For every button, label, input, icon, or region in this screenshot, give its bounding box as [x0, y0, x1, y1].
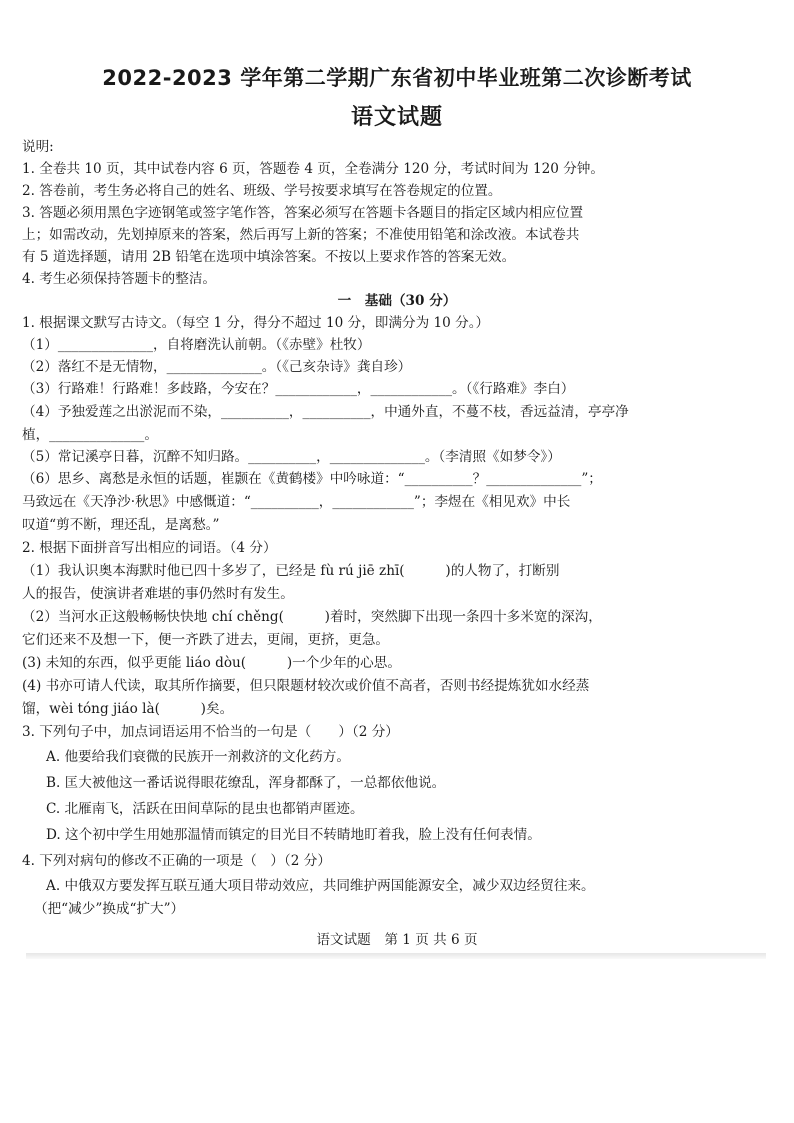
- q3-option-d: D. 这个初中学生用她那温情而镇定的目光目不转睛地盯着我，脸上没有任何表情。: [46, 827, 541, 843]
- exam-title: 2022-2023 学年第二学期广东省初中毕业班第二次诊断考试: [102, 66, 692, 90]
- q2-item-1b: 人的报告，使演讲者难堪的事仍然时有发生。: [22, 586, 294, 602]
- q1-stem: 1. 根据课文默写古诗文。（每空 1 分，得分不超过 10 分，即满分为 10 分。）: [22, 315, 490, 331]
- q1-item-2: （2）落红不是无情物，______________。（《己亥杂诗》龚自珍）: [22, 359, 412, 375]
- instruction-2: 2. 答卷前，考生务必将自己的姓名、班级、学号按要求填写在答卷规定的位置。: [22, 183, 502, 199]
- page-footer: 语文试题 第 1 页 共 6 页: [316, 932, 478, 948]
- instruction-3a: 3. 答题必须用黑色字迹钢笔或签字笔作答，答案必须写在答题卡各题目的指定区域内相应位置: [22, 205, 584, 221]
- q2-item-2b: 它们还来不及想一下，便一齐跌了进去，更闹，更挤，更急。: [22, 632, 390, 648]
- instruction-3b: 上；如需改动，先划掉原来的答案，然后再写上新的答案；不准使用铅笔和涂改液。本试卷共: [22, 227, 580, 243]
- instructions-heading: 说明:: [22, 139, 54, 155]
- section-heading: 一 基础（30 分）: [337, 293, 457, 309]
- exam-subtitle: 语文试题: [350, 105, 443, 130]
- q4-option-a-note: （把“减少”换成“扩大”）: [34, 901, 185, 917]
- q2-item-4b: 馏，wèi tóng jiáo là( )矣。: [22, 701, 234, 717]
- instruction-3c: 有 5 道选择题，请用 2B 铅笔在选项中填涂答案。不按以上要求作答的答案无效。: [22, 249, 516, 265]
- q2-stem: 2. 根据下面拼音写出相应的词语。（4 分）: [22, 540, 277, 556]
- instruction-1: 1. 全卷共 10 页，其中试卷内容 6 页，答题卷 4 页，全卷满分 120 分，考试时间为 120 分钟。: [22, 161, 604, 177]
- q1-item-4a: （4）予独爱莲之出淤泥而不染，__________，__________，中通外直，不蔓不枝，香远益清，亭亭净: [22, 404, 629, 420]
- q1-item-6a: （6）思乡、离愁是永恒的话题，崔颢在《黄鹤楼》中吟咏道：“__________？______________”；: [22, 471, 602, 487]
- q4-stem: 4. 下列对病句的修改不正确的一项是（ ）（2 分）: [22, 853, 331, 869]
- q3-option-b: B. 匡大被他这一番话说得眼花缭乱，浑身都酥了，一总都依他说。: [46, 775, 446, 791]
- q2-item-4a: (4) 书亦可请人代读，取其所作摘要，但只限题材较次或价值不高者，否则书经提炼犹如水经蒸: [22, 678, 590, 694]
- q2-item-3: (3) 未知的东西，似乎更能 liáo dòu( )一个少年的心思。: [22, 655, 401, 671]
- q1-item-5: （5）常记溪亭日暮，沉醉不知归路。__________，______________。（李清照《如梦令》）: [22, 449, 561, 465]
- q3-option-a: A. 他要给我们衰微的民族开一剂救济的文化药方。: [46, 749, 350, 765]
- q1-item-3: （3）行路难！行路难！多歧路，今安在？____________，____________。（《行路难》李白）: [22, 381, 575, 397]
- q3-stem: 3. 下列句子中，加点词语运用不恰当的一句是（ ）（2 分）: [22, 724, 399, 740]
- q1-item-1: （1）______________，自将磨洗认前朝。（《赤壁》杜牧）: [22, 337, 371, 353]
- q2-item-2a: （2）当河水正这般畅畅快快地 chí chěng( )着时，突然脚下出现一条四十多米宽的深沟，: [22, 609, 602, 625]
- q1-item-6c: 叹道“剪不断，理还乱，是离愁。”: [22, 517, 220, 533]
- q2-item-1a: （1）我认识奥本海默时他已四十多岁了，已经是 fù rú jiē zhī( )的人物了，打断别: [22, 563, 560, 579]
- q1-item-4b: 植，______________。: [22, 427, 158, 443]
- scan-edge-shadow: [26, 953, 766, 959]
- instruction-4: 4. 考生必须保持答题卡的整洁。: [22, 271, 217, 287]
- q3-option-c: C. 北雁南飞，活跃在田间草际的昆虫也都销声匿迹。: [46, 801, 364, 817]
- q1-item-6b: 马致远在《天净沙·秋思》中感慨道：“__________，____________”；李煜在《相见欢》中长: [22, 494, 571, 510]
- q4-option-a: A. 中俄双方要发挥互联互通大项目带动效应，共同维护两国能源安全，减少双边经贸往来。: [46, 878, 595, 894]
